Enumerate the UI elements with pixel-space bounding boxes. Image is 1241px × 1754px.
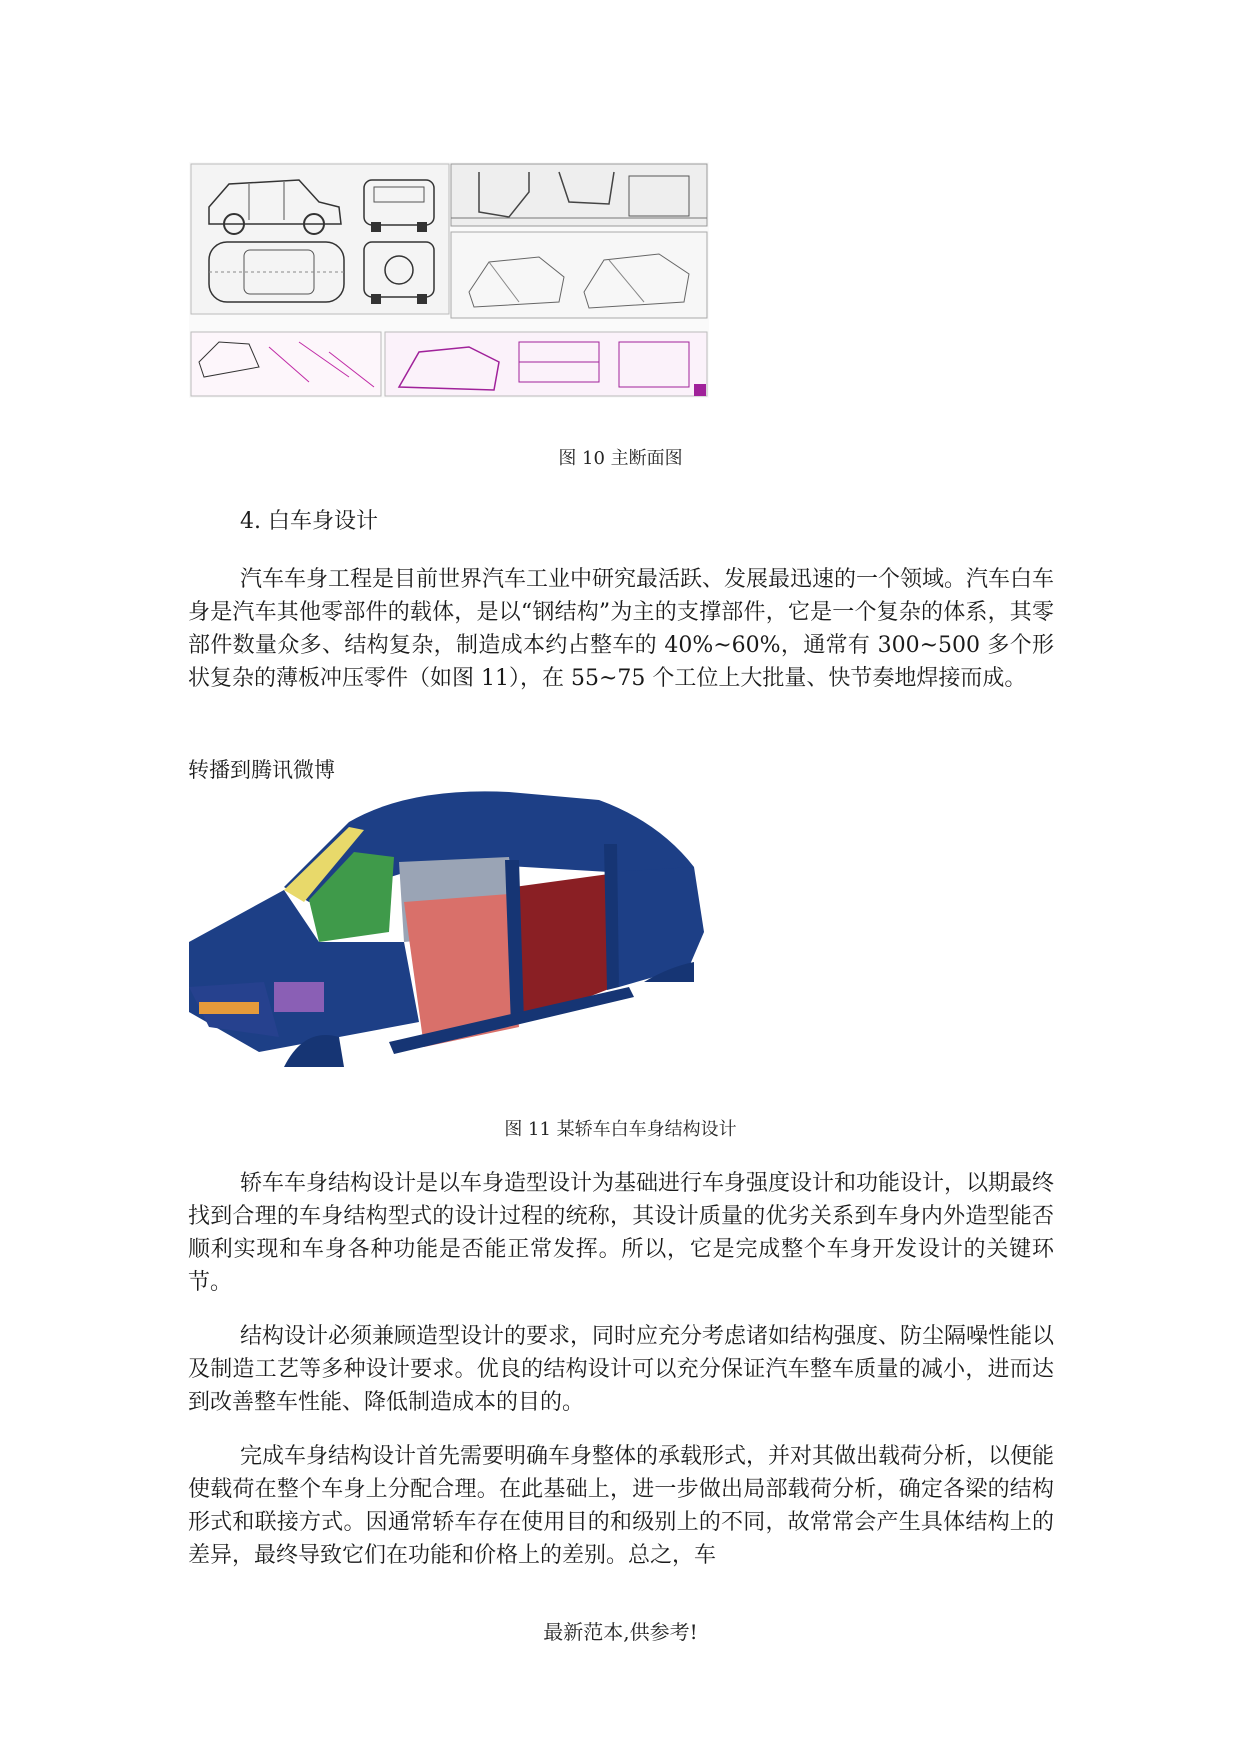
body-in-white-car-image: [189, 782, 709, 1072]
page-footer: 最新范本,供参考!: [543, 1620, 698, 1644]
figure-11-caption: 图 11 某轿车白车身结构设计: [504, 1119, 737, 1140]
figure-10-caption: 图 10 主断面图: [558, 448, 683, 469]
car-section-drawings-image: [189, 162, 709, 398]
share-to-tencent-weibo-link[interactable]: 转播到腾讯微博: [188, 758, 335, 782]
section-heading: 4. 白车身设计: [240, 509, 378, 534]
paragraph-structure-design-requirements: 结构设计必须兼顾造型设计的要求，同时应充分考虑诸如结构强度、防尘隔噪性能以及制造工艺等多种设计要求。优良的结构设计可以充分保证汽车整车质量的减小，进而达到改善整车性能、降低制造成本的目的。: [188, 1324, 1055, 1415]
paragraph-body-in-white-intro: 汽车车身工程是目前世界汽车工业中研究最活跃、发展最迅速的一个领域。汽车白车身是汽车其他零部件的载体，是以“钢结构”为主的支撑部件，它是一个复杂的体系，其零部件数量众多、结构复杂，制造成本约占整车的 40%~60%，通常有 300~500 多个形状复杂的薄板冲压零件（如图 11），在 55~75 个工位上大批量、快节奏地焊接而成。: [188, 567, 1055, 691]
paragraph-load-analysis: 完成车身结构设计首先需要明确车身整体的承载形式，并对其做出载荷分析，以便能使载荷在整个车身上分配合理。在此基础上，进一步做出局部载荷分析，确定各梁的结构形式和联接方式。因通常轿车存在使用目的和级别上的不同，故常常会产生具体结构上的差异，最终导致它们在功能和价格上的差别。总之，车: [188, 1444, 1055, 1568]
paragraph-structure-design-definition: 轿车车身结构设计是以车身造型设计为基础进行车身强度设计和功能设计，以期最终找到合理的车身结构型式的设计过程的统称，其设计质量的优劣关系到车身内外造型能否顺利实现和车身各种功能是否能正常发挥。所以，它是完成整个车身开发设计的关键环节。: [188, 1171, 1055, 1295]
